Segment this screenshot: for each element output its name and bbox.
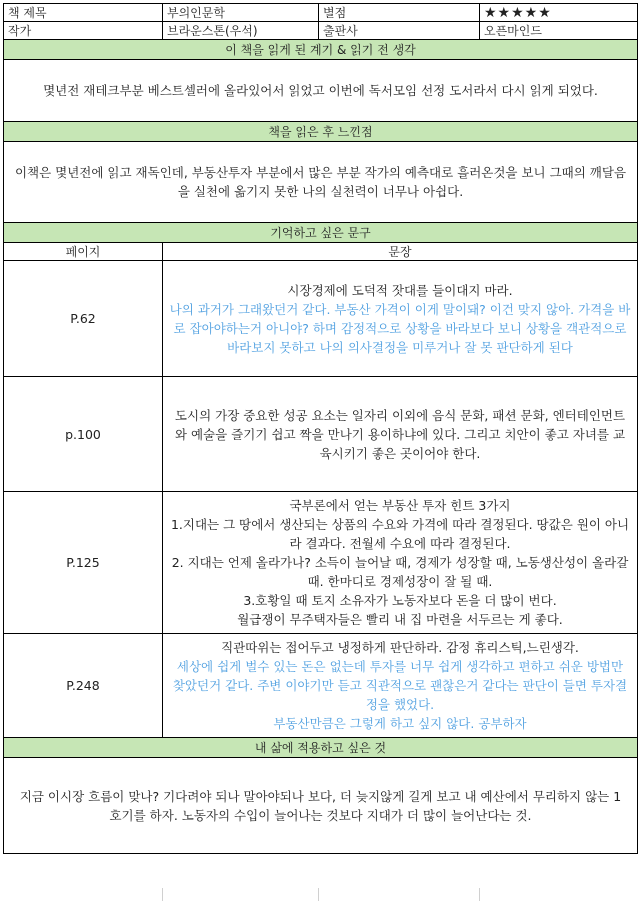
quote-text-cell[interactable] [163, 377, 638, 492]
quote-text-cell[interactable] [163, 261, 638, 377]
reading-log-table [3, 3, 638, 854]
quote-line: 2. 지대는 언제 올라가나? 소득이 늘어날 때, 경제가 성장할 때, 노동생산성이 올라갈 때. 한마디로 경제성장이 잘 될 때. [171, 555, 629, 589]
apply-text[interactable]: 지금 이시장 흐름이 맞나? 기다려야 되나 말아야되나 보다, 더 늦지않게 길게 보고 내 예산에서 무리하지 않는 1호기를 하자. 노동자의 수입이 늘어나는 것보다 지대가 더 많이 늘어난다는 것. [4, 758, 638, 854]
impression-heading: 책을 읽은 후 느낀점 [4, 122, 638, 142]
quote-line: 3.호황일 때 토지 소유자가 노동자보다 돈을 더 많이 번다. [243, 593, 557, 608]
reason-heading-row [4, 40, 638, 60]
quote-page[interactable]: P.125 [4, 492, 163, 634]
quote-line: 직관따위는 접어두고 냉정하게 판단하라. 감정 휴리스틱,느린생각. [221, 640, 579, 655]
apply-heading-row [4, 738, 638, 758]
quote-line: 국부론에서 얻는 부동산 투자 힌트 3가지 [289, 498, 511, 513]
quote-row [4, 492, 638, 634]
impression-row [4, 142, 638, 223]
col-sentence-header: 문장 [163, 243, 638, 261]
author-value[interactable]: 브라운스톤(우석) [163, 22, 319, 40]
rating-label: 별점 [319, 4, 480, 22]
meta-row-author [4, 22, 638, 40]
quote-line: 1.지대는 그 땅에서 생산되는 상품의 수요와 가격에 따라 결정된다. 땅값은 원이 아니라 결과다. 전월세 수요에 따라 결정된다. [170, 517, 630, 551]
impression-text[interactable]: 이책은 몇년전에 읽고 재독인데, 부동산투자 부분에서 많은 부분 작가의 예측대로 흘러온것을 보니 그때의 깨달음을 실천에 옮기지 못한 나의 실천력이 너무나 아쉽다. [4, 142, 638, 223]
quote-row [4, 377, 638, 492]
quote-page[interactable]: p.100 [4, 377, 163, 492]
quote-line: 시장경제에 도덕적 잣대를 들이대지 마라. [287, 282, 513, 298]
author-label: 작가 [4, 22, 163, 40]
quote-row [4, 634, 638, 738]
quote-page[interactable]: P.248 [4, 634, 163, 738]
reason-heading: 이 책을 읽게 된 계기 & 읽기 전 생각 [4, 40, 638, 60]
quotes-column-header-row [4, 243, 638, 261]
quote-line: 부동산만큼은 그렇게 하고 싶지 않다. 공부하자 [273, 716, 527, 731]
quotes-heading: 기억하고 싶은 문구 [4, 223, 638, 243]
quote-line: 월급쟁이 무주택자들은 빨리 내 집 마련을 서두르는 게 좋다. [237, 612, 563, 627]
quote-line: 도시의 가장 중요한 성공 요소는 일자리 이외에 음식 문화, 패션 문화, 엔터테인먼트와 예술을 즐기기 쉽고 짝을 만나기 용이하냐에 있다. 그리고 치안이 좋고 자녀를 교육시키기 좋은 곳이어야 한다. [174, 407, 626, 461]
reason-row [4, 60, 638, 122]
quote-page[interactable]: P.62 [4, 261, 163, 377]
col-page-header: 페이지 [4, 243, 163, 261]
quote-list [4, 261, 638, 738]
title-label: 책 제목 [4, 4, 163, 22]
impression-heading-row [4, 122, 638, 142]
publisher-value[interactable]: 오픈마인드 [480, 22, 638, 40]
publisher-label: 출판사 [319, 22, 480, 40]
reason-text[interactable]: 몇년전 재테크부분 베스트셀러에 올라있어서 읽었고 이번에 독서모임 선정 도서라서 다시 읽게 되었다. [4, 60, 638, 122]
apply-row [4, 758, 638, 854]
quote-line: 세상에 쉽게 벌수 있는 돈은 없는데 투자를 너무 쉽게 생각하고 편하고 쉬운 방법만 찾았던거 같다. 주변 이야기만 듣고 직관적으로 괜찮은거 같다는 판단이 들면 투자결정을 했었다. [172, 659, 628, 712]
reading-log-sheet [3, 3, 637, 854]
quote-line: 나의 과거가 그래왔던거 같다. 부동산 가격이 이게 말이돼? 이건 맞지 않아. 가격을 바로 잡아야하는거 아니야? 하며 감정적으로 상황을 바라보다 보니 상황을 객관적으로 바라보지 못하고 나의 의사결정을 미루거나 잘 못 판단하게 된다 [169, 301, 631, 355]
quote-text-cell[interactable] [163, 634, 638, 738]
empty-grid-row [3, 888, 637, 901]
quotes-heading-row [4, 223, 638, 243]
apply-heading: 내 삶에 적용하고 싶은 것 [4, 738, 638, 758]
rating-value[interactable]: ★★★★★ [480, 4, 638, 22]
quote-text-cell[interactable] [163, 492, 638, 634]
quote-row [4, 261, 638, 377]
meta-row-title [4, 4, 638, 22]
title-value[interactable]: 부의인문학 [163, 4, 319, 22]
